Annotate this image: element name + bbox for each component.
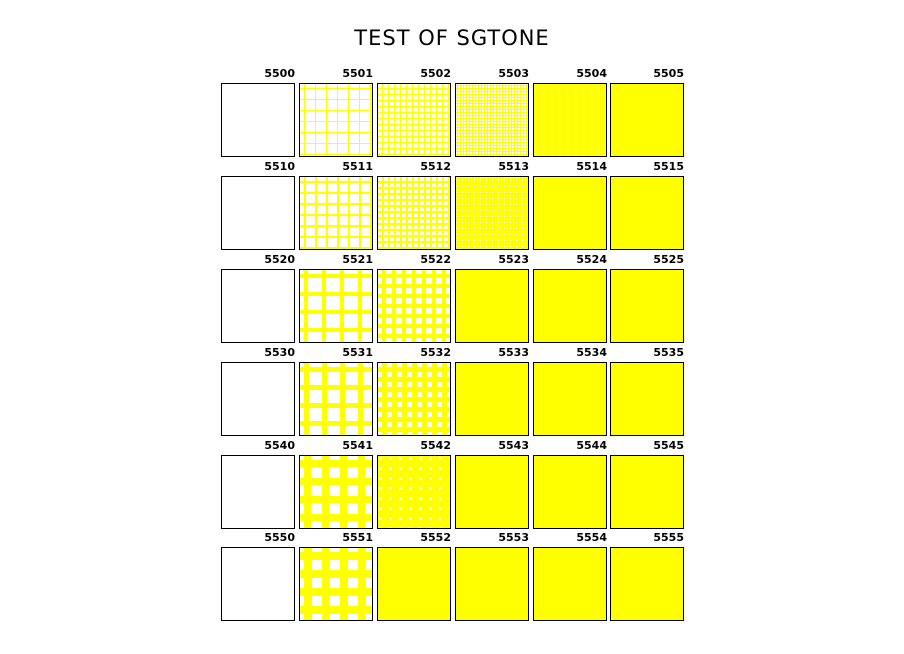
tone-label: 5553 xyxy=(498,531,529,544)
tone-label: 5514 xyxy=(576,160,607,173)
tone-label: 5511 xyxy=(342,160,373,173)
tone-swatch xyxy=(377,269,451,343)
tone-swatch xyxy=(610,176,684,250)
tone-swatch xyxy=(377,176,451,250)
tone-label: 5554 xyxy=(576,531,607,544)
tone-label: 5503 xyxy=(498,67,529,80)
tone-swatch xyxy=(299,455,373,529)
tone-swatch xyxy=(221,269,295,343)
tone-label: 5515 xyxy=(653,160,684,173)
tone-label: 5552 xyxy=(420,531,451,544)
tone-swatch xyxy=(221,455,295,529)
tone-swatch xyxy=(221,547,295,621)
tone-label: 5540 xyxy=(264,439,295,452)
tone-label: 5513 xyxy=(498,160,529,173)
tone-swatch xyxy=(299,269,373,343)
tone-swatch xyxy=(533,362,607,436)
tone-swatch xyxy=(610,362,684,436)
tone-label: 5535 xyxy=(653,346,684,359)
tone-label: 5555 xyxy=(653,531,684,544)
tone-label: 5544 xyxy=(576,439,607,452)
tone-swatch xyxy=(610,455,684,529)
tone-label: 5541 xyxy=(342,439,373,452)
tone-label: 5501 xyxy=(342,67,373,80)
tone-swatch xyxy=(533,176,607,250)
tone-swatch xyxy=(533,455,607,529)
tone-label: 5525 xyxy=(653,253,684,266)
tone-swatch xyxy=(377,455,451,529)
tone-swatch xyxy=(610,269,684,343)
tone-swatch xyxy=(299,176,373,250)
tone-swatch xyxy=(533,269,607,343)
tone-swatch xyxy=(221,83,295,157)
tone-swatch xyxy=(299,547,373,621)
tone-swatch xyxy=(221,176,295,250)
tone-label: 5523 xyxy=(498,253,529,266)
tone-label: 5530 xyxy=(264,346,295,359)
tone-swatch xyxy=(299,362,373,436)
tone-label: 5542 xyxy=(420,439,451,452)
tone-label: 5550 xyxy=(264,531,295,544)
tone-label: 5522 xyxy=(420,253,451,266)
tone-label: 5521 xyxy=(342,253,373,266)
tone-swatch xyxy=(299,83,373,157)
tone-label: 5512 xyxy=(420,160,451,173)
tone-swatch xyxy=(533,547,607,621)
tone-label: 5551 xyxy=(342,531,373,544)
tone-label: 5533 xyxy=(498,346,529,359)
tone-label: 5543 xyxy=(498,439,529,452)
tone-swatch xyxy=(377,362,451,436)
tone-label: 5504 xyxy=(576,67,607,80)
tone-swatch xyxy=(455,269,529,343)
tone-label: 5534 xyxy=(576,346,607,359)
tone-label: 5545 xyxy=(653,439,684,452)
tone-swatch xyxy=(455,176,529,250)
tone-swatch xyxy=(610,83,684,157)
tone-swatch xyxy=(533,83,607,157)
tone-swatch xyxy=(455,83,529,157)
tone-label: 5510 xyxy=(264,160,295,173)
tone-swatch xyxy=(455,547,529,621)
tone-swatch xyxy=(610,547,684,621)
tone-swatch xyxy=(377,547,451,621)
tone-label: 5500 xyxy=(264,67,295,80)
tone-label: 5505 xyxy=(653,67,684,80)
tone-label: 5531 xyxy=(342,346,373,359)
tone-swatch xyxy=(221,362,295,436)
page-title: TEST OF SGTONE xyxy=(354,26,550,50)
tone-label: 5524 xyxy=(576,253,607,266)
tone-label: 5520 xyxy=(264,253,295,266)
tone-swatch xyxy=(377,83,451,157)
tone-label: 5532 xyxy=(420,346,451,359)
tone-swatch xyxy=(455,455,529,529)
tone-swatch xyxy=(455,362,529,436)
tone-label: 5502 xyxy=(420,67,451,80)
